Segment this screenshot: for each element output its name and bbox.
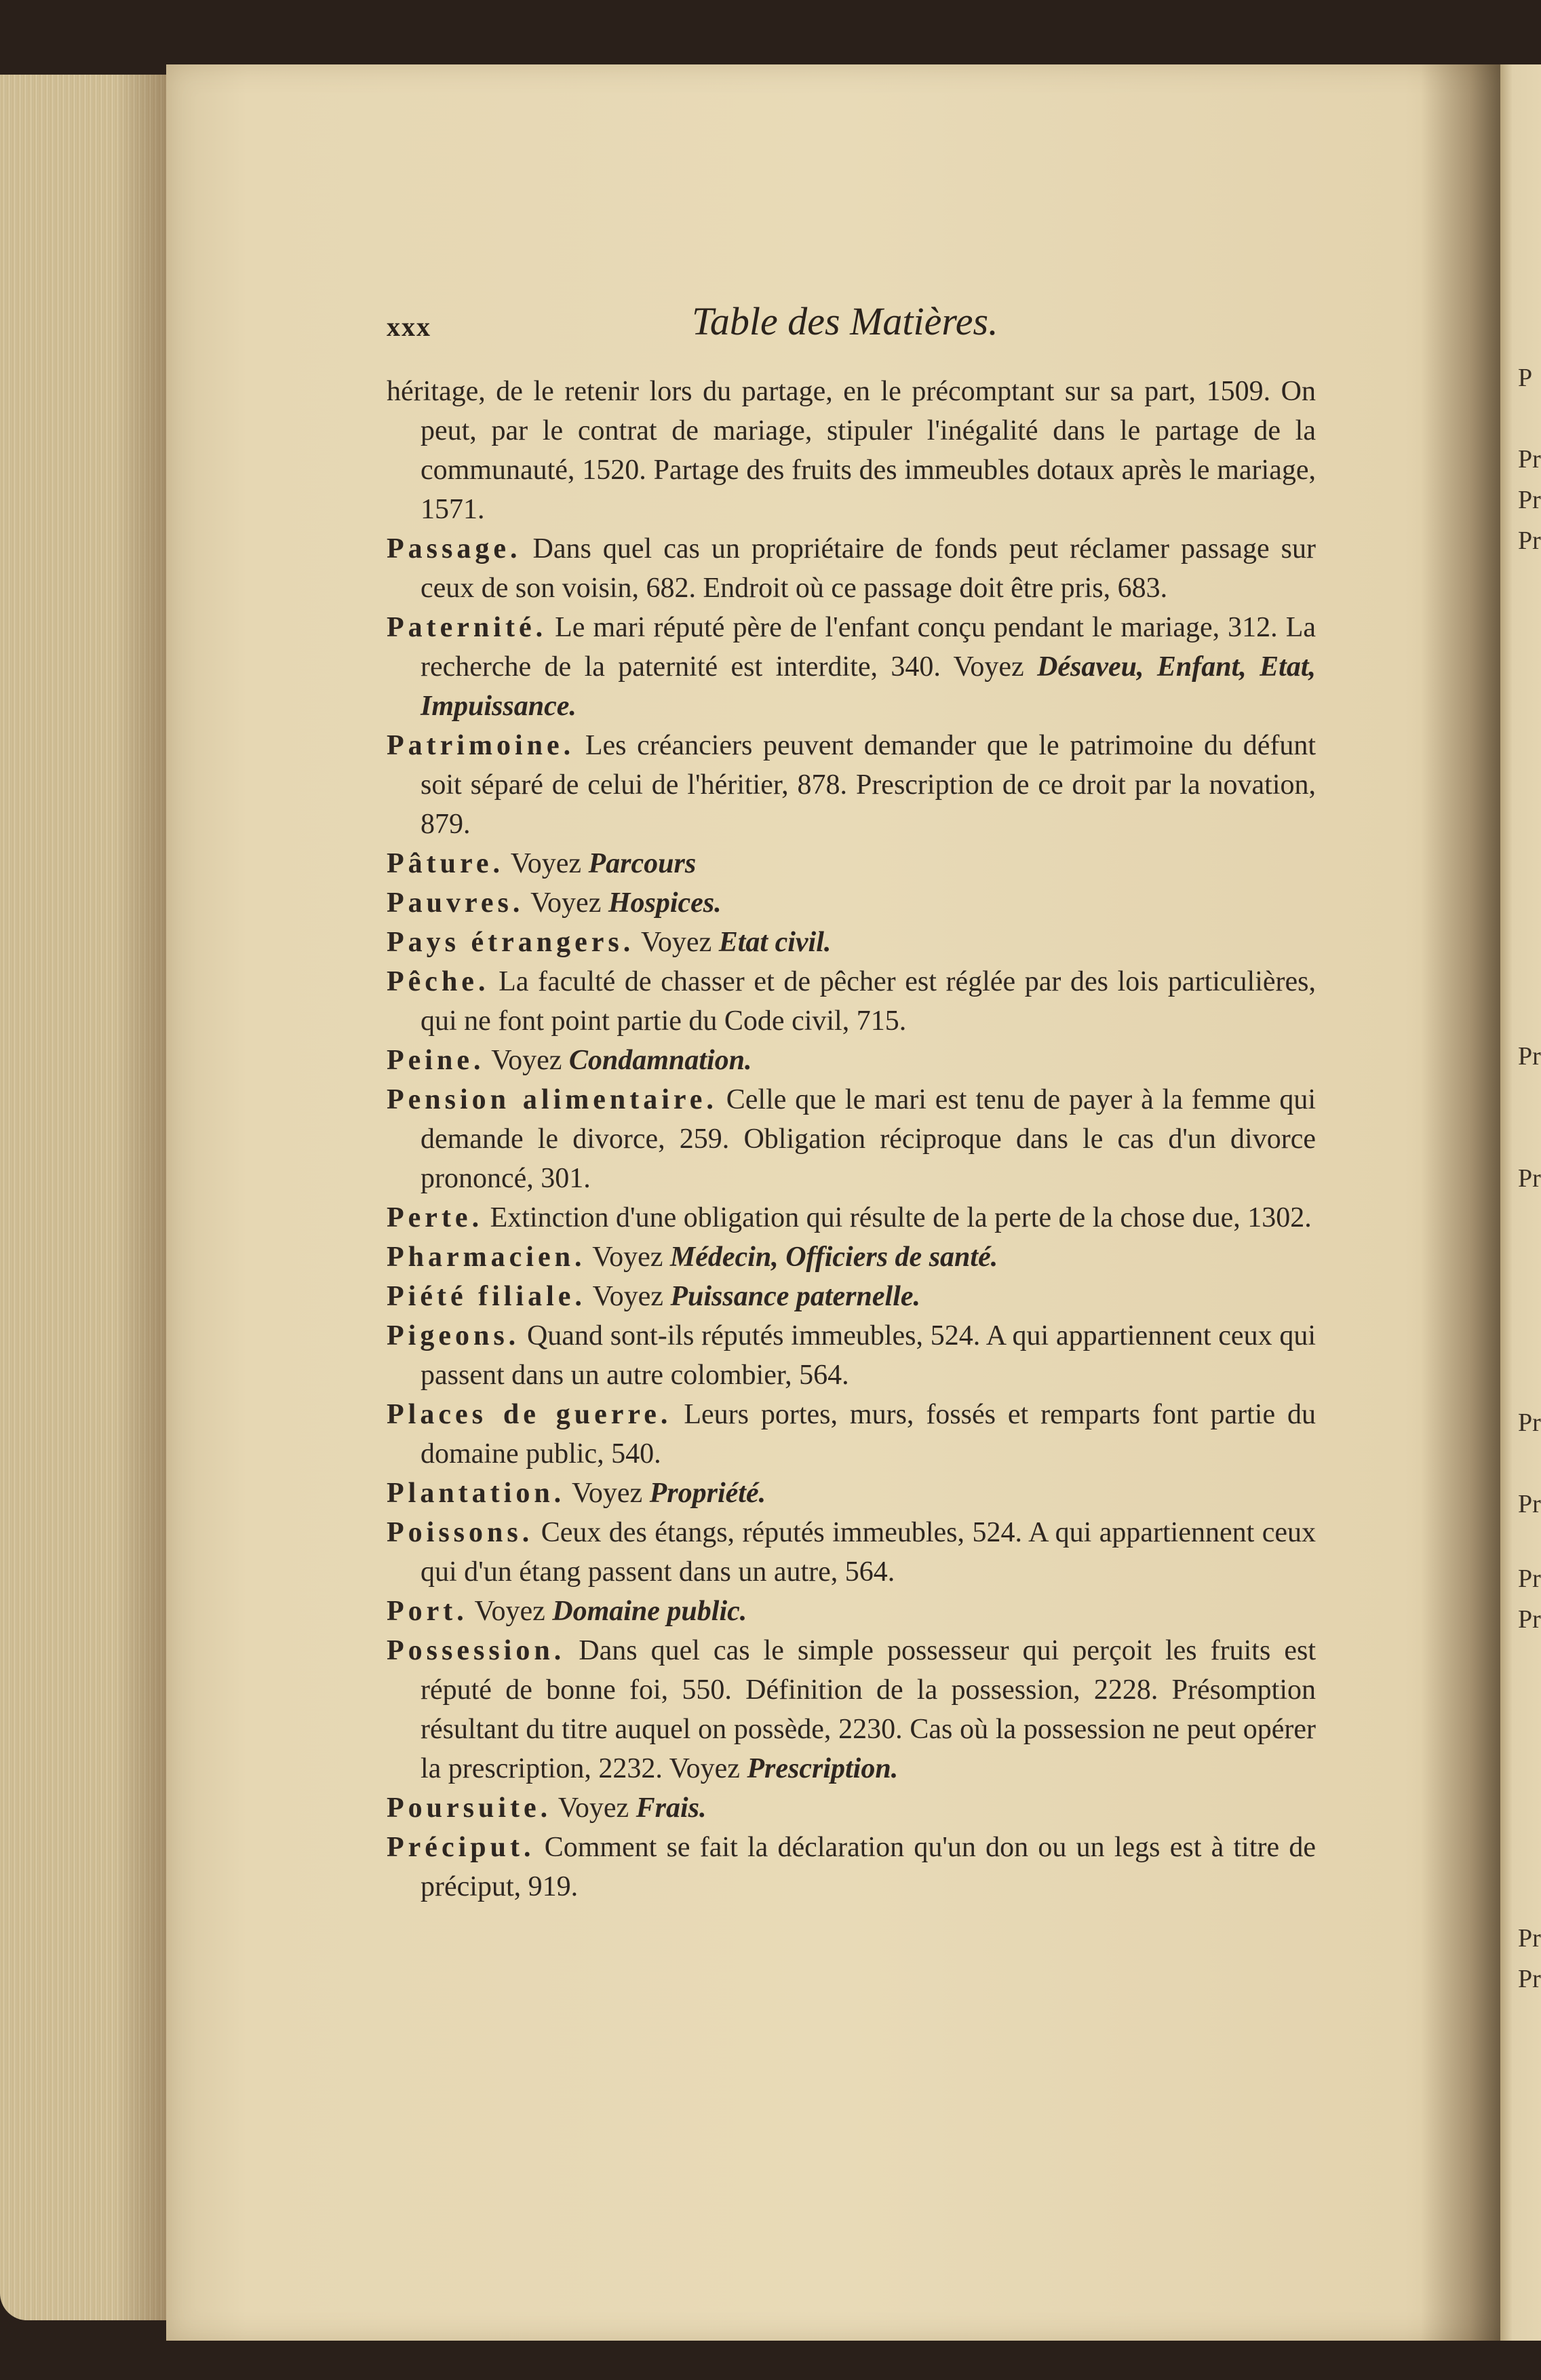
entry-text: Dans quel cas le simple possesseur qui perçoit les fruits est réputé de bonne foi, 550. Définition de la possession, 2228. Présomption résultant du titre auquel on possède, 2230. Cas où la possession ne peut opérer la prescription, 2232. Voyez (421, 1635, 1316, 1784)
facing-page-edge (1500, 64, 1541, 2341)
entry-text: Voyez (491, 1045, 562, 1076)
facing-page-letter: Pr (1518, 1565, 1541, 1593)
entry-text: Voyez (592, 1242, 663, 1273)
entry-text: Celle que le mari est tenu de payer à la femme qui demande le divorce, 259. Obligation réciproque dans le cas d'un divorce prononcé, 301. (421, 1084, 1316, 1194)
index-entry (387, 1828, 1316, 1906)
entry-headword: Piété filiale. (387, 1281, 586, 1312)
entry-see-also: Propriété. (649, 1478, 766, 1509)
entry-see-also: Hospices. (608, 887, 722, 919)
entry-headword: Pension alimentaire. (387, 1084, 718, 1115)
entry-text: Voyez (530, 887, 602, 919)
facing-page-letter: P (1518, 364, 1533, 392)
entry-headword: Pays étrangers. (387, 927, 635, 958)
running-title: Table des Matières. (692, 299, 998, 343)
facing-page-letter: Pr (1518, 1164, 1541, 1193)
entry-text: Voyez (510, 848, 581, 879)
entry-text: Voyez (558, 1792, 629, 1824)
entry-headword: Places de guerre. (387, 1399, 672, 1430)
entry-text: Leurs portes, murs, fossés et remparts font partie du domaine public, 540. (421, 1399, 1316, 1470)
entry-text: Extinction d'une obligation qui résulte de la perte de la chose due, 1302. (490, 1202, 1312, 1233)
entry-headword: Port. (387, 1596, 468, 1627)
entry-text: Voyez (571, 1478, 643, 1509)
facing-page-letter: Pr (1518, 1965, 1541, 1993)
facing-page-letter: Pr (1518, 1408, 1541, 1437)
entry-see-also: Condamnation. (568, 1045, 752, 1076)
entry-text: Dans quel cas un propriétaire de fonds peut réclamer passage sur ceux de son voisin, 682. Endroit où ce passage doit être pris, 683. (421, 533, 1316, 604)
entry-headword: Perte. (387, 1202, 484, 1233)
entry-text: Les créanciers peuvent demander que le patrimoine du défunt soit séparé de celui de l'héritier, 878. Prescription de ce droit par la novation, 879. (421, 730, 1316, 840)
index-entry (387, 1080, 1316, 1198)
entry-headword: Pêche. (387, 966, 490, 997)
index-entry (387, 608, 1316, 726)
entry-headword: Préciput. (387, 1832, 535, 1863)
entry-headword: Poursuite. (387, 1792, 552, 1824)
index-entry (387, 1237, 1316, 1277)
index-entry (387, 726, 1316, 844)
index-entry (387, 1592, 1316, 1631)
entry-text: Comment se fait la déclaration qu'un don ou un legs est à titre de préciput, 919. (421, 1832, 1316, 1902)
facing-page-letter: Pr (1518, 445, 1541, 474)
facing-page-letter: Pr (1518, 1605, 1541, 1634)
entry-see-also: Désaveu, Enfant, Etat, Impuissance. (421, 651, 1316, 722)
index-entry (387, 844, 1316, 883)
page-header (387, 299, 1017, 353)
index-entry (387, 372, 1316, 529)
page-number: xxx (387, 311, 431, 342)
index-entry (387, 1041, 1316, 1080)
index-entry (387, 1513, 1316, 1592)
facing-page-letter: Pr (1518, 1924, 1541, 1953)
entry-headword: Patrimoine. (387, 730, 575, 761)
entry-text: Voyez (474, 1596, 545, 1627)
entry-text: Le mari réputé père de l'enfant conçu pendant le mariage, 312. La recherche de la paternité est interdite, 340. Voyez (421, 612, 1316, 683)
facing-page-letter: Pr (1518, 486, 1541, 514)
entry-headword: Possession. (387, 1635, 566, 1666)
index-entries (387, 372, 1316, 1906)
entry-headword: Peine. (387, 1045, 485, 1076)
entry-text: Quand sont-ils réputés immeubles, 524. A qui appartiennent ceux qui passent dans un autre colombier, 564. (421, 1320, 1316, 1391)
index-entry (387, 923, 1316, 962)
entry-headword: Passage. (387, 533, 522, 564)
entry-see-also: Parcours (588, 848, 697, 879)
entry-see-also: Médecin, Officiers de santé. (669, 1242, 998, 1273)
entry-see-also: Puissance paternelle. (670, 1281, 921, 1312)
entry-see-also: Domaine public. (552, 1596, 747, 1627)
index-entry (387, 1316, 1316, 1395)
index-entry (387, 883, 1316, 923)
index-entry (387, 529, 1316, 608)
entry-headword: Plantation. (387, 1478, 566, 1509)
entry-text: Voyez (592, 1281, 663, 1312)
index-entry (387, 1198, 1316, 1237)
entry-text: Voyez (641, 927, 712, 958)
facing-page-letter: Pr (1518, 1490, 1541, 1518)
entry-text: La faculté de chasser et de pêcher est réglée par des lois particulières, qui ne font point partie du Code civil, 715. (421, 966, 1316, 1037)
facing-page-letter: Pr (1518, 526, 1541, 555)
entry-text: héritage, de le retenir lors du partage, en le précomptant sur sa part, 1509. On peut, par le contrat de mariage, stipuler l'inégalité dans le partage de la communauté, 1520. Partage des fruits des immeubles dotaux après le mariage, 1571. (387, 376, 1316, 525)
facing-page-letter: Pr (1518, 1042, 1541, 1071)
index-entry (387, 1395, 1316, 1474)
entry-see-also: Frais. (636, 1792, 707, 1824)
entry-headword: Pharmacien. (387, 1242, 586, 1273)
gutter-shadow (1421, 64, 1502, 2341)
entry-text: Ceux des étangs, réputés immeubles, 524. A qui appartiennent ceux qui d'un étang passent dans un autre, 564. (421, 1517, 1316, 1588)
entry-headword: Pâture. (387, 848, 505, 879)
index-entry (387, 1788, 1316, 1828)
entry-headword: Pigeons. (387, 1320, 520, 1351)
index-entry (387, 962, 1316, 1041)
index-entry (387, 1277, 1316, 1316)
entry-headword: Poissons. (387, 1517, 534, 1548)
entry-headword: Paternité. (387, 612, 547, 643)
entry-headword: Pauvres. (387, 887, 524, 919)
index-entry (387, 1631, 1316, 1788)
entry-see-also: Etat civil. (718, 927, 832, 958)
entry-see-also: Prescription. (747, 1753, 899, 1784)
index-entry (387, 1474, 1316, 1513)
